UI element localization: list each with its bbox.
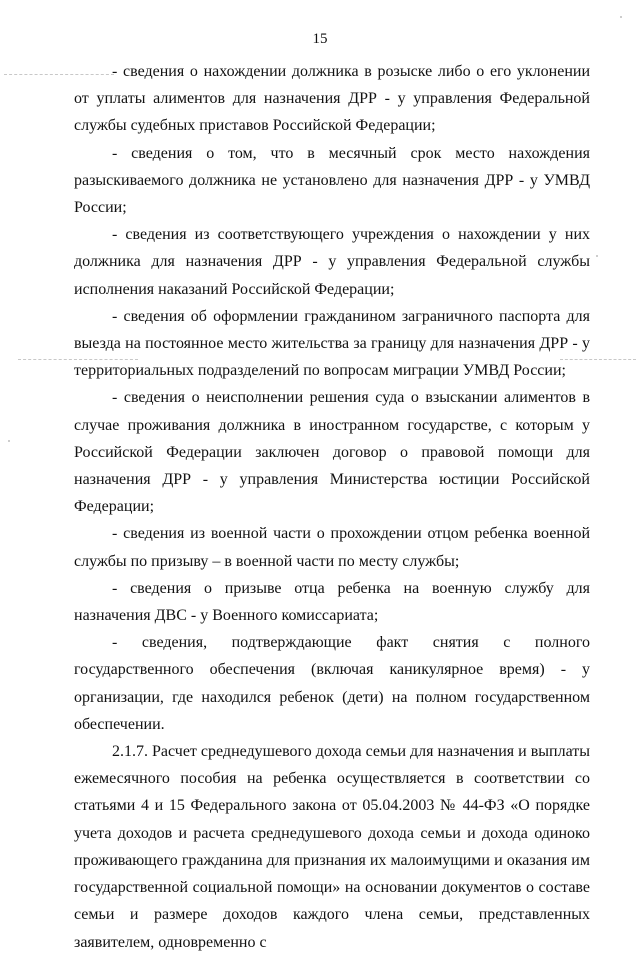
paragraph-2-1-7: 2.1.7. Расчет среднедушевого дохода семьи для назначения и выплаты ежемесячного пособия на ребенка осуществляется в соответствии со статьями 4 и 15 Федерального закона от 05.04.2003 № 44-ФЗ «О порядке учета доходов и расчета среднедушевого дохода семьи и дохода одиноко проживающего гражданина для признания их малоимущими и оказания им государственной социальной помощи» на основании документов о составе семьи и размере доходов каждого члена семьи, представленных заявителем, одновременно с — [74, 743, 590, 951]
paragraph-state-support: - сведения, подтверждающие факт снятия с полного государственного обеспечения (включая каникулярное время) - у организации, где находился ребенок (дети) на полном государственном обеспечении. — [74, 634, 590, 733]
paragraph-umvd-location: - сведения о том, что в месячный срок место нахождения разыскиваемого должника не установлено для назначения ДРР - у УМВД России; — [74, 144, 590, 217]
paragraph-military-unit: - сведения из военной части о прохождении отцом ребенка военной службы по призыву – в военной части по месту службы; — [74, 525, 590, 570]
paragraph-foreign-court: - сведения о неисполнении решения суда о взыскании алиментов в случае проживания должника в иностранном государстве, с которым у Российской Федерации заключен договор о правовой помощи для назначения ДРР - у управления Министерства юстиции Российской Федерации; — [74, 389, 590, 516]
scan-artifact-dot — [596, 255, 598, 257]
paragraph-fsin: - сведения из соответствующего учреждения о нахождении у них должника для назначения ДРР - у управления Федеральной службы исполнения наказаний Российской Федерации; — [74, 226, 590, 298]
scan-artifact-dot — [8, 440, 10, 442]
scan-artifact-dot — [620, 16, 622, 18]
paragraph-fssp-search: - сведения о нахождении должника в розыске либо о его уклонении от уплаты алиментов для назначения ДРР - у управления Федеральной службы судебных приставов Российской Федерации; — [74, 63, 590, 135]
page-number: 15 — [312, 31, 328, 47]
paragraph-passport: - сведения об оформлении гражданином заграничного паспорта для выезда на постоянное место жительства за границу для назначения ДРР - у территориальных подразделений по вопросам миграции УМВД России; — [74, 307, 590, 380]
paragraph-military-commissariat: - сведения о призыве отца ребенка на военную службу для назначения ДВС - у Военного комиссариата; — [74, 579, 590, 625]
document-body — [74, 58, 590, 956]
